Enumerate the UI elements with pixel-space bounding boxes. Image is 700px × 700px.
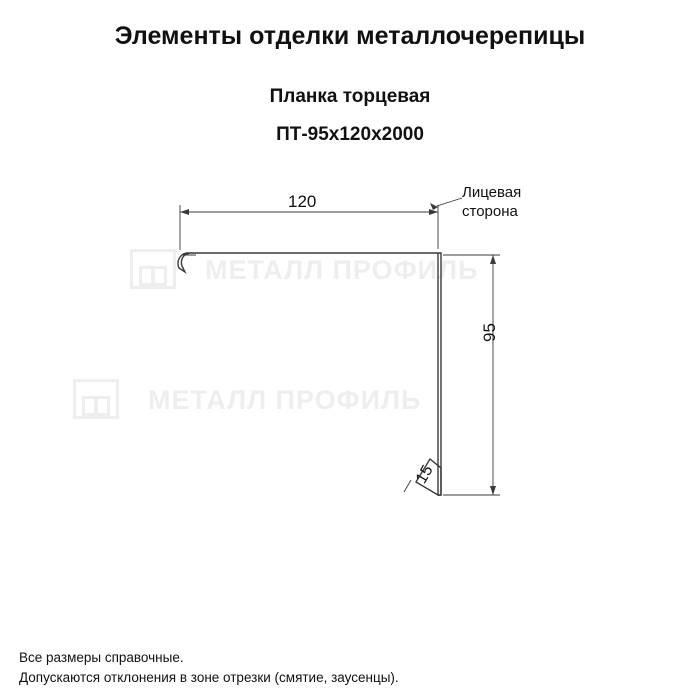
drawing-svg: [0, 150, 700, 570]
dimension-arrows: [180, 203, 496, 495]
face-side-annotation: [462, 183, 557, 221]
footer-notes: [19, 648, 399, 688]
watermark-text: МЕТАЛЛ ПРОФИЛЬ: [148, 385, 422, 415]
footer-line-1: Все размеры справочные.: [19, 650, 184, 665]
watermark-text: МЕТАЛЛ ПРОФИЛЬ: [205, 255, 479, 285]
face-side-line2: сторона: [462, 203, 518, 220]
footer-line-2: Допускаются отклонения в зоне отрезки (смятие, заусенцы).: [19, 670, 399, 685]
profile-outline: [178, 253, 441, 495]
face-side-line1: Лицевая: [462, 184, 522, 201]
product-name: Планка торцевая: [269, 86, 431, 107]
product-code: ПТ-95x120x2000: [276, 124, 424, 145]
page-title: Элементы отделки металлочерепицы: [114, 22, 586, 50]
dimension-label-height: 95: [480, 323, 499, 342]
technical-drawing: [0, 150, 700, 570]
dimension-label-width: 120: [288, 192, 317, 211]
leader-face-side: [437, 198, 462, 206]
dimension-label-lip: 15: [413, 462, 437, 487]
dim-line-15: [404, 480, 411, 492]
